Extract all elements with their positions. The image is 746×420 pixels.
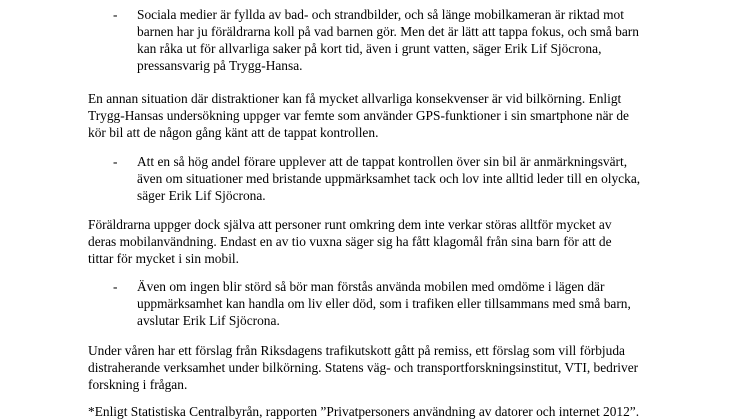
text-line: barnen har ju föräldrarna koll på vad barnen gör. Men det är lätt att tappa fokus, och små barn: [137, 24, 639, 39]
text-line: deras mobilanvändning. Endast en av tio vuxna säger sig ha fått klagomål från sina barn för att de: [88, 234, 612, 249]
text-line: pressansvarig på Trygg-Hansa.: [137, 58, 303, 73]
bullet-dash: -: [113, 154, 118, 169]
paragraph-3: [88, 342, 673, 393]
text-line: Sociala medier är fyllda av bad- och strandbilder, och så länge mobilkameran är riktad mot: [137, 7, 624, 22]
text-line: avslutar Erik Lif Sjöcrona.: [137, 313, 280, 328]
bullet-text: [137, 278, 673, 329]
bullet-dash: -: [113, 7, 118, 22]
text-line: Föräldrarna uppger dock själva att personer runt omkring dem inte verkar störas alltför mycket av: [88, 217, 612, 232]
bullet-text: [137, 6, 673, 74]
text-line: *Enligt Statistiska Centralbyrån, rapporten ”Privatpersoners användning av datorer och internet 2012”.: [88, 404, 640, 419]
text-line: även om situationer med bristande uppmärksamhet tack och lov inte alltid leder till en olycka,: [137, 171, 641, 186]
text-line: En annan situation där distraktioner kan få mycket allvarliga konsekvenser är vid bilkörning. Enligt: [88, 91, 622, 106]
text-line: kör bil att de någon gång känt att de tappat kontrollen.: [88, 125, 379, 140]
text-line: Även om ingen blir störd så bör man förstås använda mobilen med omdöme i lägen där: [137, 279, 605, 294]
footnote: [88, 403, 688, 420]
text-line: säger Erik Lif Sjöcrona.: [137, 188, 266, 203]
text-line: kan råka ut för allvarliga saker på kort tid, även i grunt vatten, säger Erik Lif Sjöcrona,: [137, 41, 602, 56]
bullet-dash: -: [113, 279, 118, 294]
paragraph-2: [88, 216, 673, 267]
text-line: Att en så hög andel förare upplever att de tappat kontrollen över sin bil är anmärkningsvärt,: [137, 154, 628, 169]
text-line: distraherande verksamhet under bilkörning. Statens väg- och transportforskningsinstitut, VTI, bedriver: [88, 360, 639, 375]
bullet-text: [137, 153, 673, 204]
text-line: tittar för mycket i sin mobil.: [88, 251, 239, 266]
text-line: forskning i frågan.: [88, 377, 188, 392]
text-line: Trygg-Hansas undersökning uppger var femte som använder GPS-funktioner i sin smartphone när de: [88, 108, 629, 123]
text-line: Under våren har ett förslag från Riksdagens trafikutskott gått på remiss, ett förslag som vill förbjuda: [88, 343, 625, 358]
paragraph-1: [88, 90, 673, 141]
text-line: uppmärksamhet kan handla om liv eller död, som i trafiken eller tillsammans med små barn,: [137, 296, 631, 311]
